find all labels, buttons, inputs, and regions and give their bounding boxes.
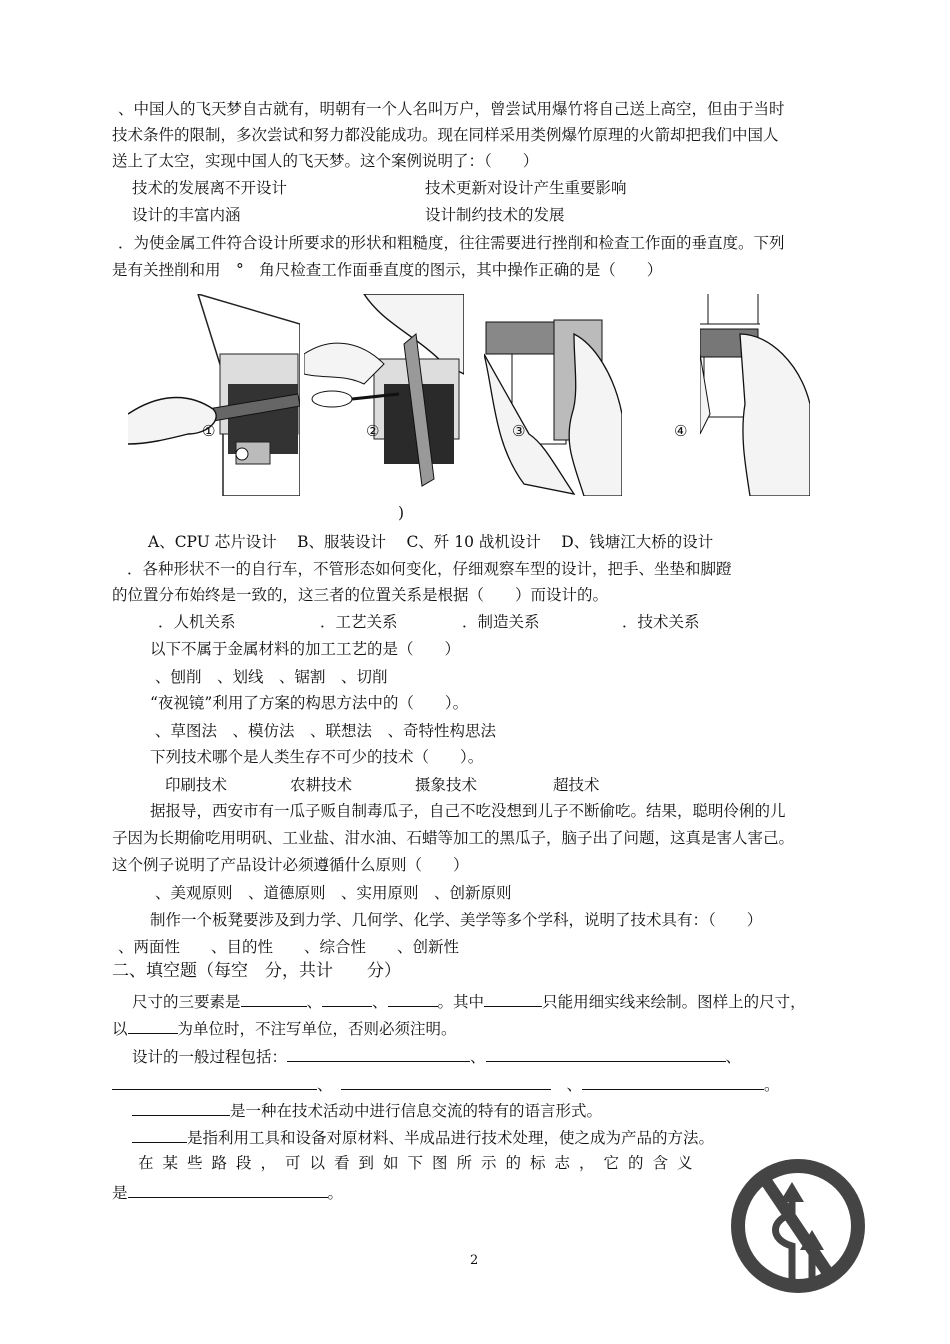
figure-label-2: ② (366, 422, 380, 440)
q7-option-b: 农耕技术 (290, 776, 353, 794)
q7-option-d: 超技术 (553, 776, 600, 794)
q4-option-d: ．技术关系 (622, 613, 700, 631)
answer-blank[interactable] (132, 1126, 187, 1143)
fill-5-line-2: 是 。 (112, 1181, 343, 1203)
q8-line-3: 这个例子说明了产品设计必须遵循什么原则（ ） (112, 856, 469, 874)
q1-option-a: 技术的发展离不开设计 (132, 179, 288, 197)
page-number: 2 (470, 1253, 479, 1268)
fill-2-text-a: 设计的一般过程包括： (132, 1048, 288, 1066)
fill-1-text-a: 尺寸的三要素是 (132, 993, 241, 1011)
fill-1-text-d: 以 (112, 1020, 128, 1038)
answer-blank[interactable] (287, 1045, 470, 1062)
fill-4-line (132, 1126, 714, 1148)
figure-label-1: ① (202, 422, 216, 440)
fill-3-line (132, 1099, 602, 1121)
figure-square-check-4 (674, 294, 810, 496)
answer-blank[interactable] (341, 1073, 551, 1090)
q5-options: 、刨削 、划线 、锯割 、切削 (155, 668, 388, 686)
q4-option-b: ．工艺关系 (320, 613, 398, 631)
fill-5-line-1: 在某些路段，可以看到如下图所示的标志，它的含义 (138, 1154, 702, 1172)
answer-blank[interactable] (484, 990, 542, 1007)
figure-label-4: ④ (674, 422, 688, 440)
q8-line-1: 据报导，西安市有一瓜子贩自制毒瓜子，自己不吃没想到儿子不断偷吃。结果，聪明伶俐的儿 (150, 802, 786, 820)
q3-options: A、CPU 芯片设计 B、服装设计 C、歼 10 战机设计 D、钱塘江大桥的设计 (148, 533, 714, 551)
q6-question: “夜视镜”利用了方案的构思方法中的（ ）。 (150, 694, 469, 712)
q4-option-c: ．制造关系 (462, 613, 540, 631)
q1-option-b: 技术更新对设计产生重要影响 (425, 179, 627, 197)
q4-line-2: 的位置分布始终是一致的，这三者的位置关系是根据（ ）而设计的。 (112, 586, 609, 604)
answer-blank[interactable] (241, 990, 307, 1007)
answer-blank[interactable] (128, 1181, 328, 1198)
q8-options: 、美观原则 、道德原则 、实用原则 、创新原则 (155, 884, 512, 902)
q9-options: 、两面性 、目的性 、综合性 、创新性 (118, 938, 460, 956)
q1-line-1: 、中国人的飞天梦自古就有，明朝有一个人名叫万户，曾尝试用爆竹将自己送上高空，但由于当时 (118, 100, 785, 118)
answer-blank[interactable] (582, 1073, 764, 1090)
q1-option-c: 设计的丰富内涵 (132, 206, 241, 224)
q6-options: 、草图法 、模仿法 、联想法 、奇特性构思法 (155, 722, 497, 740)
fill-1-line-1: 尺寸的三要素是 、 、 。其中 只能用细实线来绘制。图样上的尺寸， (132, 990, 806, 1012)
q7-option-a: 印刷技术 (165, 776, 228, 794)
q7-option-c: 摄象技术 (415, 776, 478, 794)
figure-label-3: ③ (512, 422, 526, 440)
fill-2-line-2: 、 、 。 (112, 1073, 780, 1095)
q9-question: 制作一个板凳要涉及到力学、几何学、化学、美学等多个学科，说明了技术具有：（ ） (150, 911, 763, 929)
q8-line-2: 子因为长期偷吃用明矾、工业盐、泔水油、石蜡等加工的黑瓜子，脑子出了问题，这真是害人害己。 (112, 829, 795, 847)
fill-5-text-b: 是 (112, 1184, 128, 1202)
fill-1-text-b: 。其中 (437, 993, 485, 1011)
q2-line-2: 是有关挫削和用 ° 角尺检查工作面垂直度的图示，其中操作正确的是（ ） (112, 261, 663, 279)
answer-blank[interactable] (132, 1099, 230, 1116)
q1-option-d: 设计制约技术的发展 (425, 206, 565, 224)
road-sign-no-overtaking-icon (730, 1158, 866, 1294)
fill-1-text-c: 只能用细实线来绘制。图样上的尺寸， (542, 993, 806, 1011)
q7-question: 下列技术哪个是人类生存不可少的技术（ ）。 (150, 748, 484, 766)
figure-square-check-3 (484, 294, 622, 496)
figure-filing-2 (304, 294, 464, 496)
fill-2-line-1: 设计的一般过程包括： 、 、 (132, 1045, 741, 1067)
fill-1-line-2 (112, 1017, 457, 1039)
q5-question: 以下不属于金属材料的加工工艺的是（ ） (150, 640, 461, 658)
fill-1-text-e: 为单位时，不注写单位，否则必须注明。 (177, 1020, 457, 1038)
q2-line-1: ．为使金属工件符合设计所要求的形状和粗糙度，往往需要进行挫削和检查工作面的垂直度。下列 (118, 234, 785, 252)
answer-blank[interactable] (112, 1073, 317, 1090)
q4-line-1: ．各种形状不一的自行车，不管形态如何变化，仔细观察车型的设计，把手、坐垫和脚蹬 (127, 560, 732, 578)
answer-blank[interactable] (128, 1017, 178, 1034)
q4-option-a: ．人机关系 (158, 613, 236, 631)
figure-filing-1 (128, 294, 300, 496)
section-title-fill-in: 二、填空题（每空 分，共计 分） (112, 961, 401, 981)
q1-line-2: 技术条件的限制，多次尝试和努力都没能成功。现在同样采用类例爆竹原理的火箭却把我们中国人 (112, 126, 779, 144)
stray-paren: ) (398, 504, 405, 522)
answer-blank[interactable] (388, 990, 438, 1007)
fill-3-text: 是一种在技术活动中进行信息交流的特有的语言形式。 (230, 1102, 603, 1120)
q1-line-3: 送上了太空，实现中国人的飞天梦。这个案例说明了：（ ） (112, 152, 539, 170)
answer-blank[interactable] (322, 990, 372, 1007)
answer-blank[interactable] (486, 1045, 726, 1062)
fill-4-text: 是指利用工具和设备对原材料、半成品进行技术处理，使之成为产品的方法。 (187, 1129, 715, 1147)
